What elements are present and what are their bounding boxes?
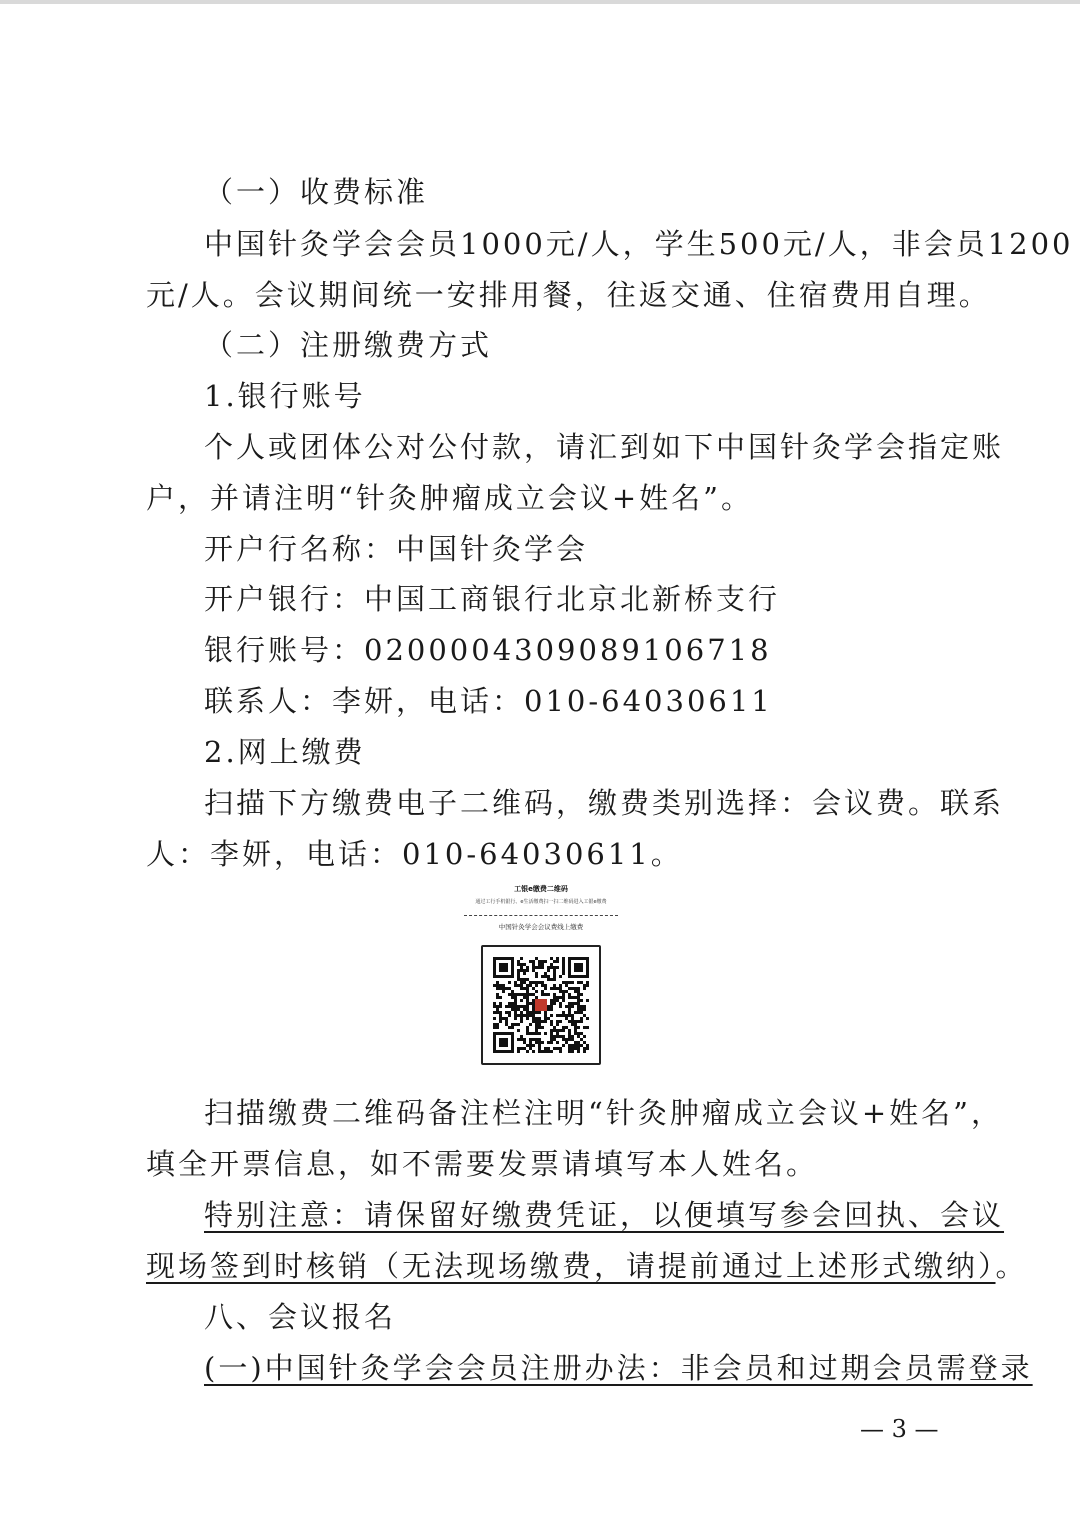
account-bank: 开户银行：中国工商银行北京北新桥支行 bbox=[204, 582, 781, 616]
account-number: 银行账号：0200004309089106718 bbox=[204, 633, 772, 667]
online-payment-line-2: 人：李妍，电话：010-64030611。 bbox=[146, 837, 683, 871]
bank-account-heading: 1.银行账号 bbox=[204, 379, 366, 413]
special-notice-line-2 bbox=[146, 1246, 1028, 1286]
contact-person: 联系人：李妍，电话：010-64030611 bbox=[204, 684, 773, 718]
payment-method-heading: （二）注册缴费方式 bbox=[204, 328, 493, 362]
online-payment-line-1: 扫描下方缴费电子二维码，缴费类别选择：会议费。联系 bbox=[204, 786, 1005, 820]
document-page bbox=[0, 4, 1080, 1529]
payment-qr-block bbox=[462, 884, 620, 1064]
qr-label: 中国针灸学会会议费线上缴费 bbox=[498, 923, 584, 931]
qr-subtitle: 通过工行手机银行、e生活缴费扫一扫二维码进入工银e缴费 bbox=[475, 899, 607, 905]
fee-standard-line-2: 元/人。会议期间统一安排用餐，往返交通、住宿费用自理。 bbox=[146, 278, 991, 312]
page-number: — 3 — bbox=[860, 1415, 939, 1443]
special-notice-line-2-period: 。 bbox=[995, 1249, 1028, 1283]
qr-note-line-2: 填全开票信息，如不需要发票请填写本人姓名。 bbox=[146, 1147, 819, 1181]
transfer-instruction-line-2: 户，并请注明“针灸肿瘤成立会议+姓名”。 bbox=[146, 481, 753, 515]
member-registration-line: (一)中国针灸学会会员注册办法：非会员和过期会员需登录 bbox=[204, 1351, 1033, 1385]
fee-standard-heading: （一）收费标准 bbox=[204, 175, 429, 209]
qr-title: 工银e缴费二维码 bbox=[514, 885, 568, 893]
qr-separator bbox=[464, 915, 618, 916]
special-notice-line-2-text: 现场签到时核销（无法现场缴费，请提前通过上述形式缴纳） bbox=[146, 1249, 996, 1283]
transfer-instruction-line-1: 个人或团体公对公付款，请汇到如下中国针灸学会指定账 bbox=[204, 430, 1005, 464]
fee-standard-line-1: 中国针灸学会会员1000元/人，学生500元/人，非会员1200 bbox=[204, 227, 1074, 261]
account-name: 开户行名称：中国针灸学会 bbox=[204, 532, 589, 566]
qr-code-icon bbox=[493, 957, 589, 1053]
online-payment-heading: 2.网上缴费 bbox=[204, 735, 366, 769]
special-notice-line-1: 特别注意：请保留好缴费凭证，以便填写参会回执、会议 bbox=[204, 1198, 1005, 1232]
qr-note-line-1: 扫描缴费二维码备注栏注明“针灸肿瘤成立会议+姓名”， bbox=[204, 1096, 1003, 1130]
qr-code-frame bbox=[481, 945, 601, 1065]
registration-heading: 八、会议报名 bbox=[204, 1300, 397, 1334]
